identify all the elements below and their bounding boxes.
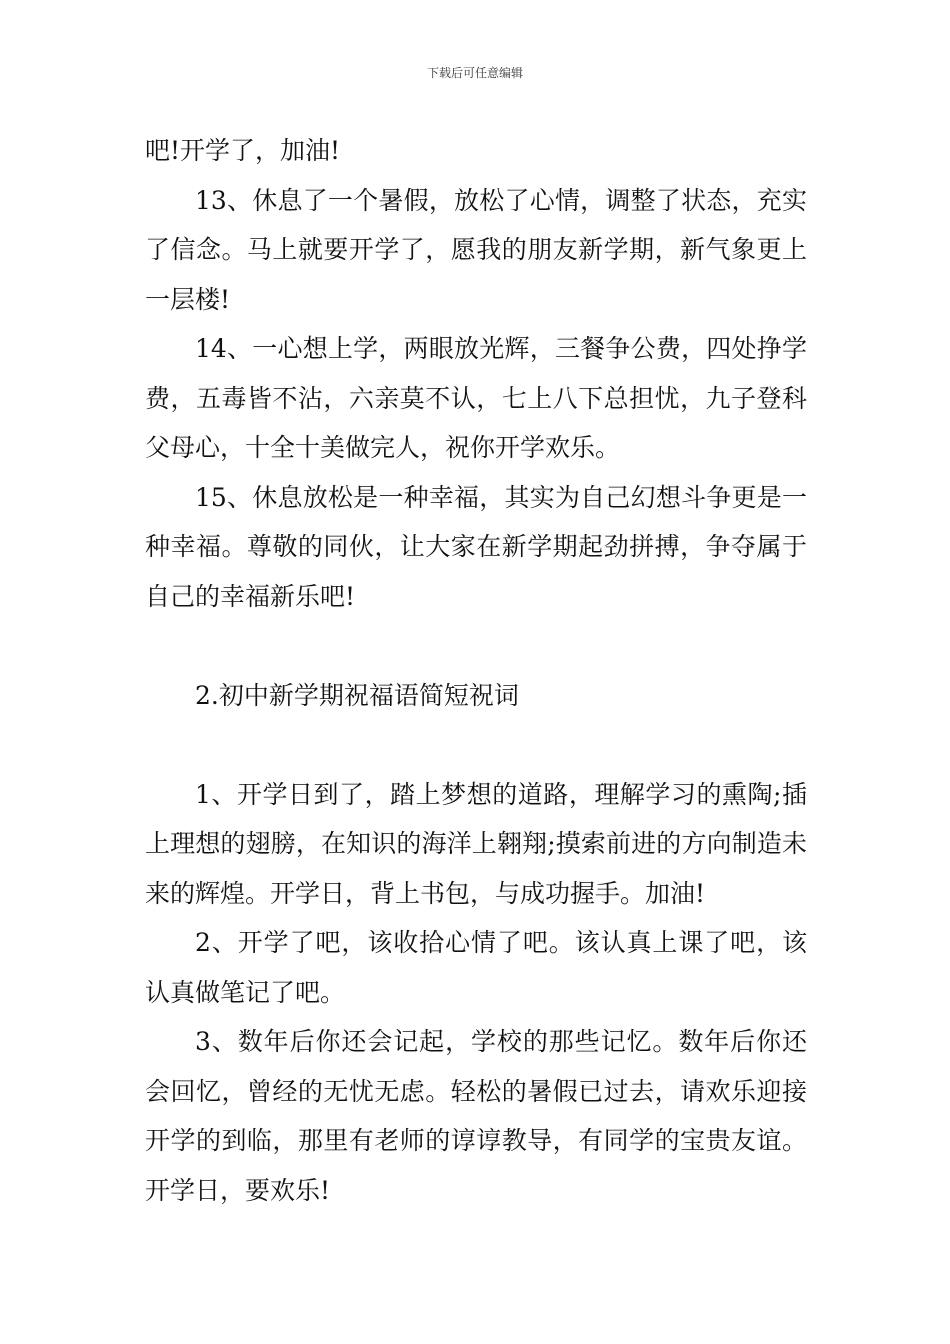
paragraph-15: 15、休息放松是一种幸福，其实为自己幻想斗争更是一种幸福。尊敬的同伙，让大家在新学期起劲拼搏，争夺属于自己的幸福新乐吧!: [145, 482, 807, 611]
paragraph-continuation: 吧!开学了，加油!: [145, 136, 341, 165]
section-paragraph-1: 1、开学日到了，踏上梦想的道路，理解学习的熏陶;插上理想的翅膀，在知识的海洋上翱翔;摸索前进的方向制造未来的辉煌。开学日，背上书包，与成功握手。加油!: [145, 779, 807, 908]
paragraph-13: 13、休息了一个暑假，放松了心情，调整了状态，充实了信念。马上就要开学了，愿我的朋友新学期，新气象更上一层楼!: [145, 185, 807, 314]
paragraph-14: 14、一心想上学，两眼放光辉，三餐争公费，四处挣学费，五毒皆不沾，六亲莫不认，七上八下总担忧，九子登科父母心，十全十美做完人，祝你开学欢乐。: [145, 334, 807, 462]
section-title: 2.初中新学期祝福语简短祝词: [195, 680, 519, 710]
section-paragraph-3: 3、数年后你还会记起，学校的那些记忆。数年后你还会回忆，曾经的无忧无虑。轻松的暑假已过去，请欢乐迎接开学的到临，那里有老师的谆谆教导，有同学的宝贵友谊。开学日，要欢乐!: [145, 1027, 807, 1205]
document-body: [145, 126, 807, 1215]
page-header: 下载后可任意编辑: [426, 66, 523, 80]
section-paragraph-2: 2、开学了吧，该收拾心情了吧。该认真上课了吧，该认真做笔记了吧。: [145, 928, 807, 1007]
